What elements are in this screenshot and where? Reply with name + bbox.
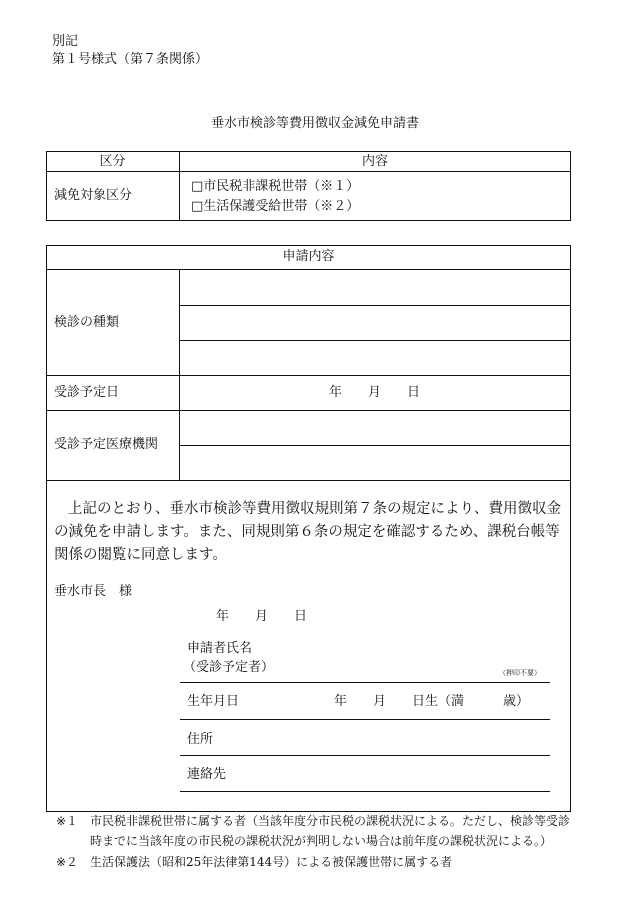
annex-label: 別記 — [52, 34, 79, 49]
exam-type-field-2[interactable] — [181, 307, 569, 339]
note-1-mark: ※１ — [56, 814, 79, 828]
exam-type-field-3[interactable] — [181, 342, 569, 374]
category-table-header-divider — [46, 171, 571, 172]
applicant-name-field[interactable] — [280, 640, 490, 680]
exam-type-row-divider-1 — [179, 305, 571, 306]
declaration-line-3: 関係の閲覧に同意します。 — [54, 547, 227, 563]
note-1-line-1: 市民税非課税世帯に属する者（当該年度分市民税の課税状況による。ただし、検診等受診 — [90, 814, 571, 828]
declaration-divider — [46, 480, 571, 481]
application-header-divider — [46, 269, 571, 270]
birthdate-label: 生年月日 — [187, 694, 240, 709]
exam-date-field[interactable]: 年 月 日 — [329, 385, 421, 400]
exam-date-label: 受診予定日 — [54, 385, 120, 400]
option-tax-exempt-checkbox[interactable]: □市民税非課税世帯（※１） — [191, 179, 360, 194]
institution-inner-divider — [179, 445, 571, 446]
birthdate-underline — [180, 719, 550, 720]
institution-field-2[interactable] — [181, 447, 569, 479]
content-column-header: 内容 — [361, 154, 388, 169]
declaration-line-1: 上記のとおり、垂水市検診等費用徴収規則第７条の規定により、費用徴収金 — [68, 501, 561, 517]
note-2-mark: ※２ — [56, 855, 79, 869]
contact-underline — [180, 791, 550, 792]
exam-type-row-divider-2 — [179, 340, 571, 341]
institution-row-divider — [46, 410, 571, 411]
addressee: 垂水市長 様 — [54, 584, 133, 599]
applicant-name-underline — [180, 682, 550, 683]
exam-type-field-1[interactable] — [181, 271, 569, 303]
category-column-header: 区分 — [99, 154, 126, 169]
applicant-sub-label: （受診予定者） — [183, 660, 275, 675]
exam-date-row-divider — [46, 375, 571, 376]
note-1-line-2: 時までに当該年度の市民税の課税状況が判明しない場合は前年度の課税状況による。） — [90, 834, 553, 848]
option-welfare-checkbox[interactable]: □生活保護受給世帯（※２） — [191, 199, 360, 214]
address-underline — [180, 755, 550, 756]
application-date-field[interactable]: 年 月 日 — [216, 609, 308, 624]
applicant-name-label: 申請者氏名 — [187, 641, 253, 656]
birthdate-field[interactable]: 年 月 日生（満 歳） — [334, 694, 530, 709]
declaration-line-2: の減免を申請します。また、同規則第６条の規定を確認するため、課税台帳等 — [54, 524, 560, 540]
institution-field-1[interactable] — [181, 412, 569, 444]
form-number: 第１号様式（第７条関係） — [52, 52, 209, 67]
exam-type-label: 検診の種類 — [54, 315, 120, 330]
contact-label: 連絡先 — [187, 767, 227, 782]
seal-not-required-note: （押印不要） — [499, 669, 541, 677]
document-title: 垂水市検診等費用徴収金減免申請書 — [210, 116, 419, 131]
reduction-target-label: 減免対象区分 — [54, 188, 133, 203]
address-label: 住所 — [187, 732, 214, 747]
application-content-header: 申請内容 — [282, 249, 335, 264]
institution-label: 受診予定医療機関 — [54, 437, 159, 452]
contact-field[interactable] — [240, 760, 550, 790]
address-field[interactable] — [240, 724, 550, 754]
note-2-line-1: 生活保護法（昭和25年法律第144号）による被保護世帯に属する者 — [90, 855, 453, 869]
